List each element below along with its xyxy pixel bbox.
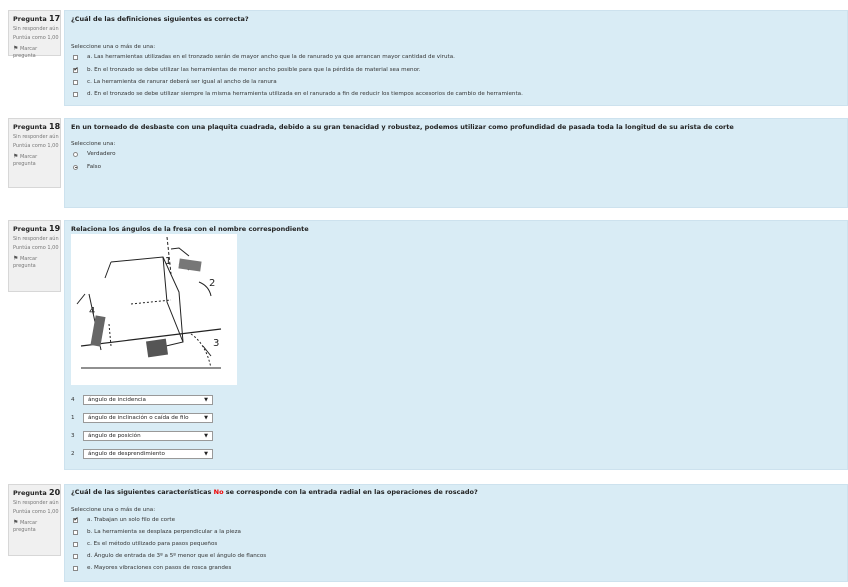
question-content	[64, 220, 848, 470]
checkbox[interactable]	[73, 554, 78, 559]
flag-icon: ⚑	[13, 519, 19, 526]
question-status: Sin responder aún	[13, 26, 59, 32]
answer-option[interactable]: ✔ b. En el tronzado se debe utilizar las herramientas de menor ancho posible para que la pérdida de material sea menor.	[73, 67, 421, 73]
figure-label-3: 3	[213, 338, 220, 349]
question-18	[8, 118, 848, 208]
answer-prompt: Seleccione una:	[71, 141, 116, 147]
angle-select[interactable]: ángulo de inclinación o caída de filo ▼	[83, 413, 213, 423]
question-content	[64, 118, 848, 208]
dropdown-arrow-icon: ▼	[204, 433, 208, 439]
answer-prompt: Seleccione una o más de una:	[71, 44, 156, 50]
match-row: 2 ángulo de desprendimiento ▼	[71, 449, 213, 459]
checkbox[interactable]	[73, 55, 78, 60]
checkbox[interactable]	[73, 530, 78, 535]
dropdown-arrow-icon: ▼	[204, 397, 208, 403]
checkbox[interactable]	[73, 80, 78, 85]
question-17	[8, 10, 848, 106]
flag-question-link[interactable]: ⚑ Marcar pregunta	[13, 519, 38, 533]
question-info	[8, 118, 61, 188]
match-row: 1 ángulo de inclinación o caída de filo ▼	[71, 413, 213, 423]
dropdown-arrow-icon: ▼	[204, 451, 208, 457]
match-row: 4 ángulo de incidencia ▼	[71, 395, 213, 405]
flag-question-link[interactable]: ⚑ Marcar pregunta	[13, 255, 38, 269]
figure-label-4: 4	[89, 306, 96, 317]
dropdown-arrow-icon: ▼	[204, 415, 208, 421]
flag-icon: ⚑	[13, 255, 19, 262]
question-text: ¿Cuál de las siguientes características No se corresponde con la entrada radial en las operaciones de roscado?	[71, 488, 478, 496]
answer-option[interactable]: e. Mayores vibraciones con pasos de rosca grandes	[73, 565, 231, 571]
answer-option[interactable]: c. Es el método utilizado para pasos pequeños	[73, 541, 217, 547]
milling-diagram	[71, 234, 237, 385]
answer-option[interactable]: d. Ángulo de entrada de 3º a 5º menor que el ángulo de flancos	[73, 553, 266, 559]
answer-prompt: Seleccione una o más de una:	[71, 507, 156, 513]
flag-icon: ⚑	[13, 153, 19, 160]
answer-option-true[interactable]: Verdadero	[73, 151, 116, 157]
question-number: Pregunta 20	[13, 488, 61, 497]
question-score: Puntúa como 1,00	[13, 35, 59, 41]
checkbox[interactable]	[73, 566, 78, 571]
question-text: En un torneado de desbaste con una plaquita cuadrada, debido a su gran tenacidad y robustez, podemos utilizar como profundidad de pasada toda la longitud de su arista de corte	[71, 123, 734, 131]
question-number: Pregunta 17	[13, 14, 61, 23]
angle-select[interactable]: ángulo de posición ▼	[83, 431, 213, 441]
flag-question-link[interactable]: ⚑ Marcar pregunta	[13, 45, 38, 59]
checkbox-checked[interactable]	[73, 518, 78, 523]
answer-option[interactable]: b. La herramienta se desplaza perpendicular a la pieza	[73, 529, 241, 535]
answer-option[interactable]: c. La herramienta de ranurar deberá ser igual al ancho de la ranura	[73, 79, 277, 85]
question-score: Puntúa como 1,00	[13, 245, 59, 251]
radio-button-selected[interactable]	[73, 165, 78, 170]
question-status: Sin responder aún	[13, 500, 59, 506]
question-content	[64, 484, 848, 582]
question-info	[8, 10, 61, 59]
radio-button[interactable]	[73, 152, 78, 157]
answer-option[interactable]: d. En el tronzado se debe utilizar siempre la misma herramienta utilizada en el ranurado a fin de reducir los tiempos accesorios de cambio de herramienta.	[73, 91, 523, 97]
angle-select[interactable]: ángulo de desprendimiento ▼	[83, 449, 213, 459]
angle-select[interactable]: ángulo de incidencia ▼	[83, 395, 213, 405]
question-status: Sin responder aún	[13, 134, 59, 140]
figure-label-1: 1	[165, 256, 172, 267]
answer-option[interactable]: ✔ a. Trabajan un solo filo de corte	[73, 517, 175, 523]
question-score: Puntúa como 1,00	[13, 509, 59, 515]
answer-option-false[interactable]: Falso	[73, 164, 101, 170]
question-status: Sin responder aún	[13, 236, 59, 242]
flag-icon: ⚑	[13, 45, 19, 52]
flag-question-link[interactable]: ⚑ Marcar pregunta	[13, 153, 38, 167]
match-row: 3 ángulo de posición ▼	[71, 431, 213, 441]
question-content	[64, 10, 848, 106]
question-text: Relaciona los ángulos de la fresa con el nombre correspondiente	[71, 225, 309, 233]
checkbox[interactable]	[73, 542, 78, 547]
figure-label-2: 2	[209, 278, 216, 289]
question-score: Puntúa como 1,00	[13, 143, 59, 149]
checkbox[interactable]	[73, 92, 78, 97]
answer-option[interactable]: a. Las herramientas utilizadas en el tronzado serán de mayor ancho que la de ranurado ya que arrancan mayor cantidad de viruta.	[73, 54, 455, 60]
question-20	[8, 484, 848, 582]
checkbox-checked[interactable]	[73, 68, 78, 73]
question-text: ¿Cuál de las definiciones siguientes es correcta?	[71, 15, 249, 23]
milling-cutter-angles-figure	[71, 234, 237, 385]
emphasis-no: No	[213, 488, 224, 496]
question-info	[8, 484, 61, 556]
question-number: Pregunta 19	[13, 224, 61, 233]
question-info	[8, 220, 61, 292]
question-number: Pregunta 18	[13, 122, 61, 131]
question-19	[8, 220, 848, 470]
